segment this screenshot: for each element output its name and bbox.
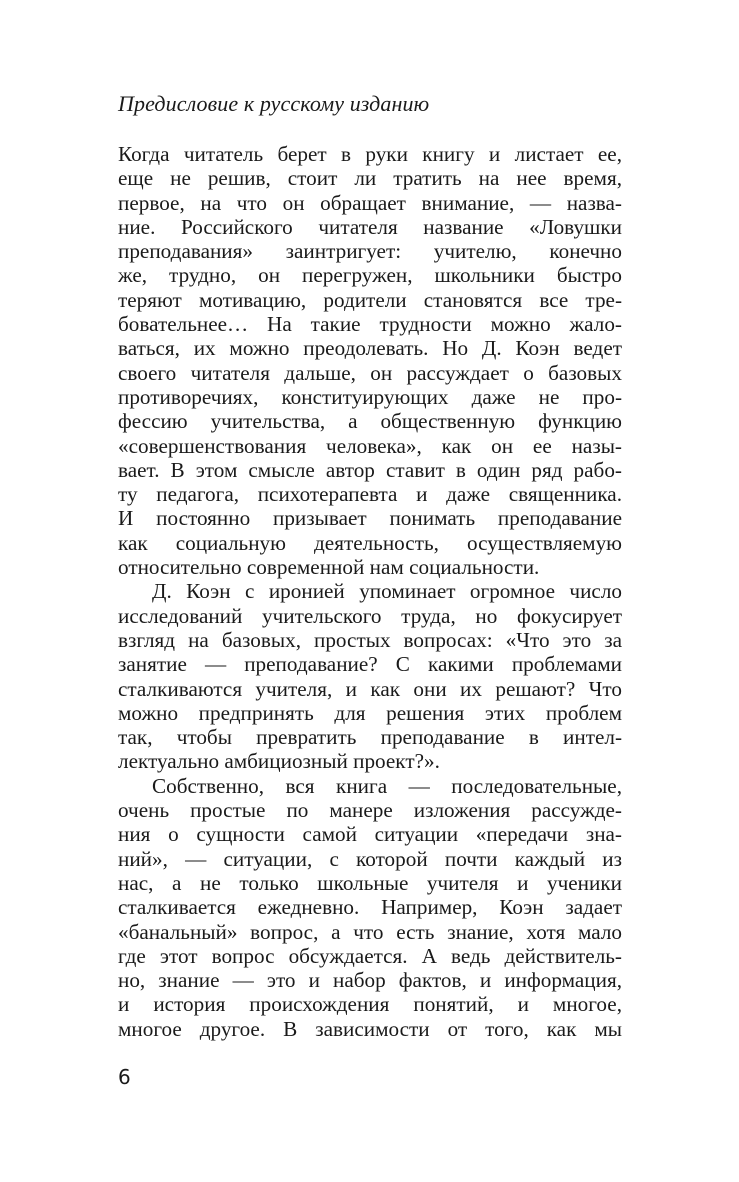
text-line: фессию учительства, а общественную функцию: [118, 409, 622, 434]
text-line: ния о сущности самой ситуации «передачи зна-: [118, 822, 622, 847]
text-line: ний», — ситуации, с которой почти каждый из: [118, 846, 622, 871]
text-line: «банальный» вопрос, а что есть знание, хотя мало: [118, 919, 622, 944]
text-line: преподавания» заинтригует: учителю, конечно: [118, 239, 622, 264]
text-line: можно предпринять для решения этих проблем: [118, 700, 622, 725]
paragraph-first-line: Собственно, вся книга — последовательные,: [152, 773, 622, 798]
text-line: И постоянно призывает понимать преподавание: [118, 506, 622, 531]
text-line: вает. В этом смысле автор ставит в один ряд рабо-: [118, 457, 622, 482]
body-text: [118, 142, 622, 1041]
paragraph-first-line: Д. Коэн с иронией упоминает огромное число: [152, 579, 622, 604]
text-line: очень простые по манере изложения рассужде-: [118, 798, 622, 823]
text-line: сталкивается ежедневно. Например, Коэн задает: [118, 895, 622, 920]
text-line: противоречиях, конституирующих даже не про-: [118, 384, 622, 409]
text-line: взгляд на базовых, простых вопросах: «Что это за: [118, 627, 622, 652]
paragraph-end-line: лектуально амбициозный проект?».: [118, 749, 440, 774]
text-line: исследований учительского труда, но фокусирует: [118, 603, 622, 628]
text-line: ваться, их можно преодолевать. Но Д. Коэн ведет: [118, 336, 622, 361]
text-line: ние. Российского читателя название «Ловушки: [118, 214, 622, 239]
paragraph-end-line: относительно современной нам социальности.: [118, 555, 540, 580]
text-line: теряют мотивацию, родители становятся все тре-: [118, 287, 622, 312]
text-line: бовательнее… На такие трудности можно жало-: [118, 312, 622, 337]
text-line: занятие — преподавание? С какими проблемами: [118, 652, 622, 677]
text-line: ту педагога, психотерапевта и даже священника.: [118, 482, 622, 507]
text-line: где этот вопрос обсуждается. А ведь действитель-: [118, 943, 622, 968]
text-line: и история происхождения понятий, и многое,: [118, 992, 622, 1017]
text-line: первое, на что он обращает внимание, — назва-: [118, 190, 622, 215]
text-line: сталкиваются учителя, и как они их решают? Что: [118, 676, 622, 701]
text-line: но, знание — это и набор фактов, и информация,: [118, 968, 622, 993]
text-line: же, трудно, он перегружен, школьники быстро: [118, 263, 622, 288]
page-number: 6: [118, 1065, 131, 1089]
text-line: так, чтобы превратить преподавание в интел-: [118, 725, 622, 750]
text-line: как социальную деятельность, осуществляемую: [118, 530, 622, 555]
text-line: нас, а не только школьные учителя и ученики: [118, 870, 622, 895]
text-line: еще не решив, стоит ли тратить на нее время,: [118, 166, 622, 191]
text-line: своего читателя дальше, он рассуждает о базовых: [118, 360, 622, 385]
text-line: многое другое. В зависимости от того, как мы: [118, 1016, 622, 1041]
running-header: Предисловие к русскому изданию: [118, 91, 430, 116]
text-line: Когда читатель берет в руки книгу и листает ее,: [118, 142, 622, 166]
text-line: «совершенствования человека», как он ее назы-: [118, 433, 622, 458]
